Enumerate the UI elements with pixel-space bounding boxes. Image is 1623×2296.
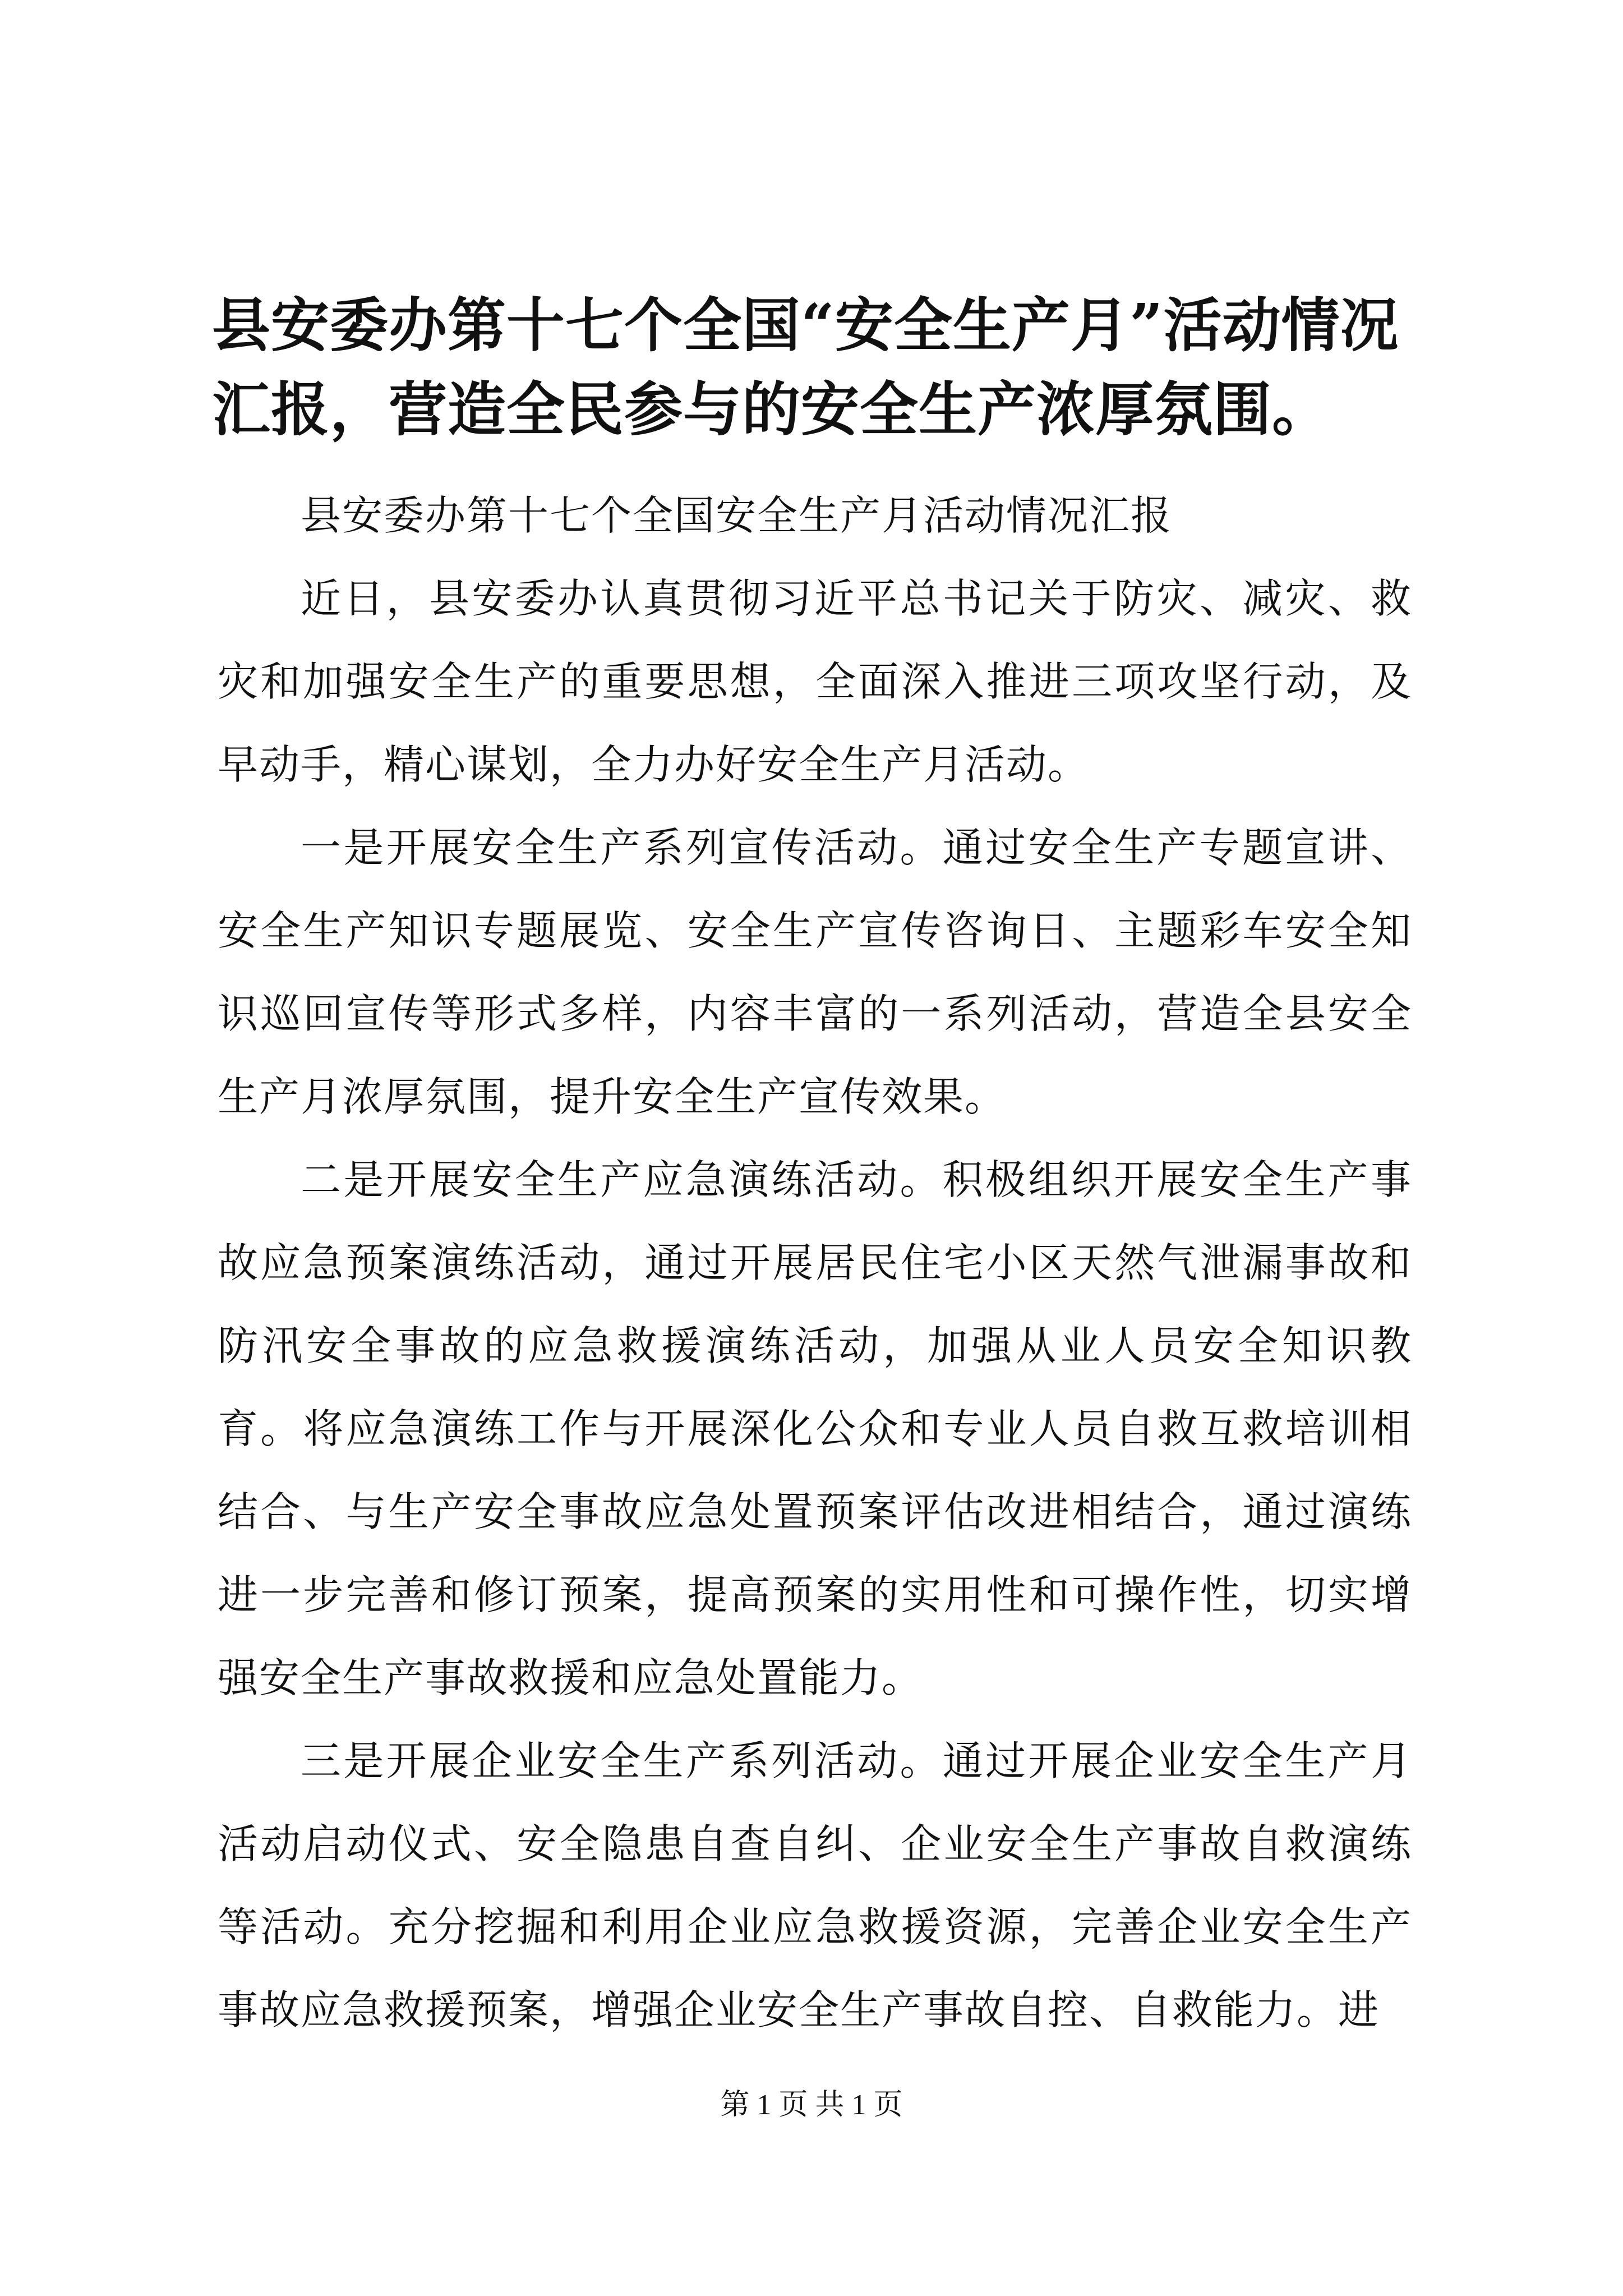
intro-paragraph: 近日，县安委办认真贯彻习近平总书记关于防灾、减灾、救灾和加强安全生产的重要思想，全面深入推进三项攻坚行动，及早动手，精心谋划，全力办好安全生产月活动。 xyxy=(218,575,1412,788)
page-footer: 第 1 页 共 1 页 xyxy=(720,2089,903,2121)
section-one-paragraph: 一是开展安全生产系列宣传活动。通过安全生产专题宣讲、安全生产知识专题展览、安全生产宣传咨询日、主题彩车安全知识巡回宣传等形式多样，内容丰富的一系列活动，营造全县安全生产月浓厚氛围，提升安全生产宣传效果。 xyxy=(218,824,1412,1120)
document-title: 县安委办第十七个全国“安全生产月”活动情况汇报，营造全民参与的安全生产浓厚氛围。 xyxy=(212,291,1399,444)
document-body xyxy=(218,474,1412,2051)
section-two-paragraph: 二是开展安全生产应急演练活动。积极组织开展安全生产事故应急预案演练活动，通过开展居民住宅小区天然气泄漏事故和防汛安全事故的应急救援演练活动，加强从业人员安全知识教育。将应急演练工作与开展深化公众和专业人员自救互救培训相结合、与生产安全事故应急处置预案评估改进相结合，通过演练进一步完善和修订预案，提高预案的实用性和可操作性，切实增强安全生产事故救援和应急处置能力。 xyxy=(218,1156,1412,1701)
subtitle-paragraph: 县安委办第十七个全国安全生产月活动情况汇报 xyxy=(301,492,1173,539)
section-three-paragraph: 三是开展企业安全生产系列活动。通过开展企业安全生产月活动启动仪式、安全隐患自查自纠、企业安全生产事故自救演练等活动。充分挖掘和利用企业应急救援资源，完善企业安全生产事故应急救援预案，增强企业安全生产事故自控、自救能力。进 xyxy=(218,1737,1412,2033)
